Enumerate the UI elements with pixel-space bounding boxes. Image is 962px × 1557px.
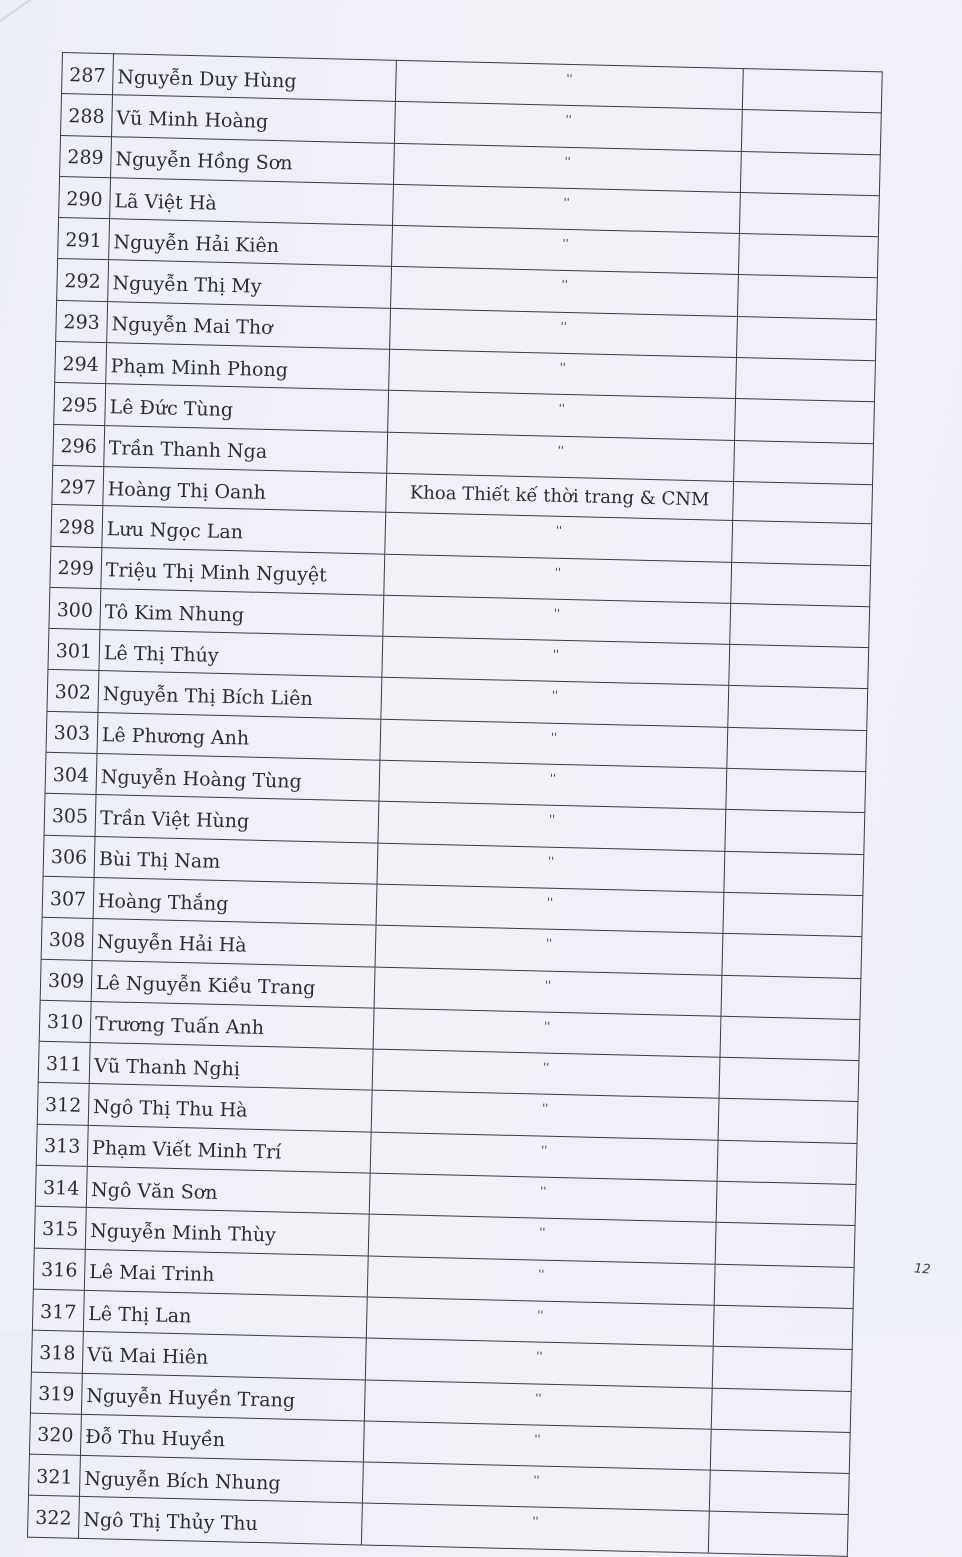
person-name: Hoàng Thắng [93,877,377,925]
row-number: 289 [60,135,112,177]
person-name: Bùi Thị Nam [94,836,378,884]
paper-fold-line [0,0,70,42]
ditto-mark: '' [384,554,732,603]
note-cell [731,562,871,607]
person-name: Lê Mai Trinh [84,1249,368,1297]
person-name: Nguyễn Mai Thơ [107,301,391,349]
note-cell [735,399,875,444]
person-name: Vũ Minh Hoàng [112,95,396,143]
ditto-mark: '' [385,513,733,562]
person-name: Nguyễn Huyền Trang [81,1373,365,1421]
ditto-mark: '' [383,595,731,644]
note-cell [729,645,869,690]
handwritten-page-mark: 12 [913,1261,932,1278]
document-sheet [27,52,898,1557]
row-number: 322 [28,1496,80,1538]
row-number: 315 [34,1207,86,1249]
person-name: Hoàng Thị Oanh [103,467,387,513]
row-number: 316 [33,1248,85,1290]
ditto-mark: '' [393,184,741,233]
department-name: Khoa Thiết kế thời trang & CNM [386,473,734,520]
note-cell [708,1512,848,1557]
note-cell [719,1057,859,1102]
person-name: Phạm Viết Minh Trí [87,1125,371,1173]
row-number: 310 [39,1000,91,1042]
row-number: 288 [61,94,113,136]
ditto-mark: '' [387,432,735,481]
row-number: 295 [54,383,106,425]
note-cell [736,316,876,361]
row-number: 290 [59,176,111,218]
note-cell [710,1429,850,1474]
note-cell [713,1305,853,1350]
note-cell [720,1016,860,1061]
note-cell [714,1264,854,1309]
person-name: Trần Việt Hùng [95,795,379,843]
person-name: Lưu Ngọc Lan [102,506,386,554]
row-number: 298 [51,505,103,547]
note-cell [741,110,881,155]
ditto-mark: '' [392,226,740,275]
person-name: Trương Tuấn Anh [90,1001,374,1049]
note-cell [728,686,868,731]
person-name: Đỗ Thu Huyền [80,1414,364,1462]
row-number: 309 [40,959,92,1001]
ditto-mark: '' [377,843,725,892]
row-number: 305 [44,794,96,836]
ditto-mark: '' [375,925,723,974]
row-number: 314 [35,1165,87,1207]
ditto-mark: '' [362,1462,710,1511]
person-name: Lê Nguyễn Kiều Trang [91,960,375,1008]
person-name: Nguyễn Bích Nhung [79,1455,363,1503]
ditto-mark: '' [365,1338,713,1387]
row-number: 303 [46,711,98,753]
row-number: 299 [50,546,102,588]
note-cell [742,69,882,114]
ditto-mark: '' [389,349,737,398]
ditto-mark: '' [361,1503,709,1552]
ditto-mark: '' [370,1132,718,1181]
row-number: 291 [58,218,110,260]
ditto-mark: '' [395,60,743,109]
ditto-mark: '' [378,802,726,851]
ditto-mark: '' [391,267,739,316]
note-cell [738,234,878,279]
person-name: Tô Kim Nhung [100,588,384,636]
row-number: 317 [32,1289,84,1331]
note-cell [725,810,865,855]
person-name: Nguyễn Minh Thùy [85,1208,369,1256]
note-cell [727,727,867,772]
person-name: Nguyễn Hoàng Tùng [96,754,380,802]
person-name: Ngô Thị Thu Hà [88,1084,372,1132]
row-number: 312 [37,1083,89,1125]
note-cell [732,521,872,566]
ditto-mark: '' [393,143,741,192]
ditto-mark: '' [394,102,742,151]
ditto-mark: '' [376,884,724,933]
person-name: Nguyễn Thị Bích Liên [98,671,382,719]
person-name: Lê Thị Thúy [99,630,383,678]
ditto-mark: '' [382,636,730,685]
note-cell [723,892,863,937]
row-number: 287 [62,53,114,95]
ditto-mark: '' [369,1173,717,1222]
row-number: 307 [42,876,94,918]
person-name: Phạm Minh Phong [106,343,390,391]
ditto-mark: '' [390,308,738,357]
note-cell [736,358,876,403]
ditto-mark: '' [368,1214,716,1263]
ditto-mark: '' [366,1297,714,1346]
note-cell [726,768,866,813]
row-number: 308 [41,918,93,960]
note-cell [718,1099,858,1144]
row-number: 311 [38,1041,90,1083]
note-cell [709,1470,849,1515]
row-number: 318 [31,1330,83,1372]
row-number: 302 [47,670,99,712]
ditto-mark: '' [374,967,722,1016]
person-name: Nguyễn Hải Kiên [109,219,393,267]
note-cell [740,151,880,196]
ditto-mark: '' [364,1380,712,1429]
person-name: Ngô Thị Thủy Thu [78,1497,362,1545]
note-cell [717,1140,857,1185]
ditto-mark: '' [367,1256,715,1305]
note-cell [734,440,874,485]
person-name: Vũ Thanh Nghị [89,1043,373,1091]
ditto-mark: '' [379,760,727,809]
row-number: 313 [36,1124,88,1166]
row-number: 306 [43,835,95,877]
note-cell [739,192,879,237]
person-name: Nguyễn Hải Hà [92,919,376,967]
person-name: Lê Đức Tùng [105,384,389,432]
ditto-mark: '' [380,719,728,768]
row-number: 321 [28,1454,80,1496]
person-name: Vũ Mai Hiên [82,1332,366,1380]
person-name: Ngô Văn Sơn [86,1166,370,1214]
note-cell [733,481,873,524]
ditto-mark: '' [363,1421,711,1470]
ditto-mark: '' [381,678,729,727]
note-cell [721,975,861,1020]
note-cell [715,1223,855,1268]
person-name: Nguyễn Thị My [108,260,392,308]
row-number: 292 [57,259,109,301]
row-number: 301 [48,629,100,671]
row-number: 294 [55,342,107,384]
row-number: 293 [56,300,108,342]
row-number: 320 [29,1413,81,1455]
person-name: Lê Thị Lan [83,1290,367,1338]
note-cell [722,934,862,979]
ditto-mark: '' [371,1091,719,1140]
row-number: 296 [53,424,105,466]
row-number: 319 [30,1372,82,1414]
note-cell [730,603,870,648]
ditto-mark: '' [373,1008,721,1057]
note-cell [724,851,864,896]
note-cell [716,1181,856,1226]
row-number: 304 [45,752,97,794]
person-name: Nguyễn Duy Hùng [113,54,397,102]
note-cell [711,1388,851,1433]
row-number: 300 [49,587,101,629]
row-number: 297 [52,465,104,505]
person-name: Lê Phương Anh [97,712,381,760]
person-name: Lã Việt Hà [110,178,394,226]
note-cell [737,275,877,320]
person-name: Trần Thanh Nga [104,425,388,473]
ditto-mark: '' [388,391,736,440]
ditto-mark: '' [372,1049,720,1098]
person-name: Triệu Thị Minh Nguyệt [101,547,385,595]
person-name: Nguyễn Hồng Sơn [111,136,395,184]
note-cell [712,1346,852,1391]
